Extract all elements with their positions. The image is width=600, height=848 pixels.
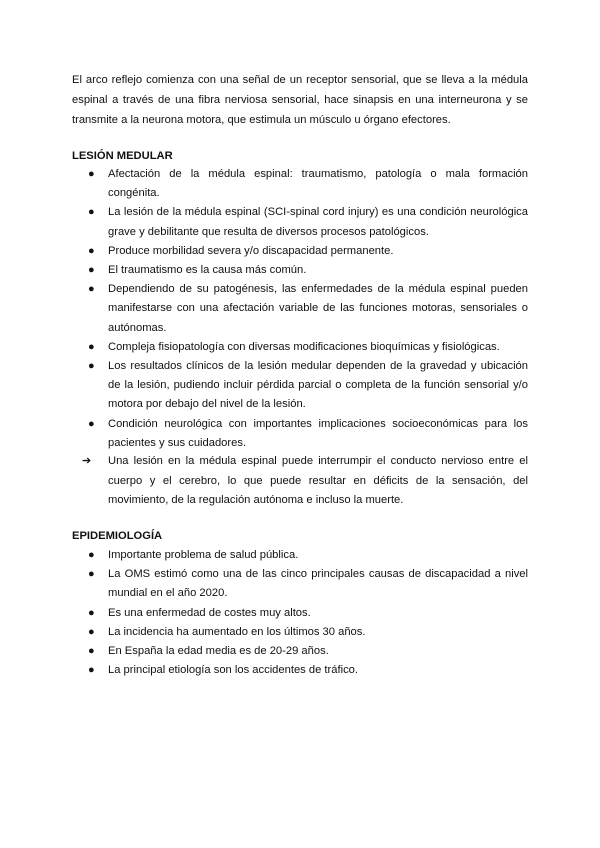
list-item (72, 242, 528, 261)
bullet-icon: ● (88, 606, 95, 619)
list-item-text: Dependiendo de su patogénesis, las enfermedades de la médula espinal pueden manifestarse con una afectación variable de las funciones motoras, sensoriales o autónomas. (108, 283, 528, 334)
list-item (72, 280, 528, 338)
bullet-icon: ● (88, 664, 95, 677)
section-title-epidemiologia: EPIDEMIOLOGÍA (72, 530, 163, 542)
bullet-icon: ● (88, 645, 95, 658)
bullet-icon: ● (88, 244, 95, 257)
list-item (72, 165, 528, 203)
list-item-text: La incidencia ha aumentado en los últimos 30 años. (108, 625, 366, 638)
list-item (72, 546, 528, 565)
list-item-text: Importante problema de salud pública. (108, 549, 299, 561)
bullet-icon: ● (88, 283, 95, 296)
list-item (72, 661, 528, 680)
list-item (72, 338, 528, 357)
arrow-right-icon: ➔ (82, 455, 92, 467)
bullet-icon: ● (88, 168, 95, 180)
list-item-text: La OMS estimó como una de las cinco principales causas de discapacidad a nivel mundial en el año 2020. (108, 568, 528, 600)
list-item (72, 642, 528, 661)
section-title-lesion-medular: LESIÓN MEDULAR (72, 150, 173, 162)
lesion-medular-list (72, 165, 528, 453)
list-item (72, 357, 528, 415)
bullet-icon: ● (88, 264, 95, 277)
list-item-text: Es una enfermedad de costes muy altos. (108, 606, 311, 619)
arrow-note-text: Una lesión en la médula espinal puede interrumpir el conducto nervioso entre el cuerpo y el cerebro, lo que puede resultar en déficits de la sensación, del movimiento, de la regulación autónoma e incluso la muerte. (108, 455, 528, 507)
list-item-text: Los resultados clínicos de la lesión medular dependen de la gravedad y ubicación de la lesión, pudiendo incluir pérdida parcial o completa de la función sensorial y/o motora por debajo del nivel de la lesión. (108, 360, 528, 411)
list-item-text: En España la edad media es de 20-29 años. (108, 645, 329, 658)
bullet-icon: ● (88, 568, 95, 581)
arrow-note (72, 452, 528, 511)
list-item (72, 604, 528, 623)
list-item-text: El traumatismo es la causa más común. (108, 264, 307, 277)
intro-paragraph: El arco reflejo comienza con una señal de un receptor sensorial, que se lleva a la médula espinal a través de una fibra nerviosa sensorial, hace sinapsis en una interneurona y se transmite a la neurona motora, que estimula un músculo u órgano efectores. (72, 74, 528, 126)
list-item-text: Condición neurológica con importantes implicaciones socioeconómicas para los pacientes y sus cuidadores. (108, 417, 528, 449)
list-item-text: Afectación de la médula espinal: traumatismo, patología o mala formación congénita. (108, 168, 528, 200)
list-item-text: La principal etiología son los accidentes de tráfico. (108, 664, 359, 677)
list-item (72, 415, 528, 453)
bullet-icon: ● (88, 206, 95, 219)
list-item-text: Compleja fisiopatología con diversas modificaciones bioquímicas y fisiológicas. (108, 340, 500, 353)
bullet-icon: ● (88, 360, 95, 373)
list-item (72, 623, 528, 642)
bullet-icon: ● (88, 340, 95, 353)
list-item (72, 203, 528, 241)
list-item-text: La lesión de la médula espinal (SCI-spinal cord injury) es una condición neurológica grave y debilitante que resulta de diversos procesos patológicos. (108, 206, 528, 238)
bullet-icon: ● (88, 549, 95, 561)
bullet-icon: ● (88, 417, 95, 430)
bullet-icon: ● (88, 625, 95, 638)
list-item (72, 565, 528, 603)
list-item (72, 261, 528, 280)
epidemiologia-list (72, 546, 528, 680)
list-item-text: Produce morbilidad severa y/o discapacidad permanente. (108, 244, 394, 257)
